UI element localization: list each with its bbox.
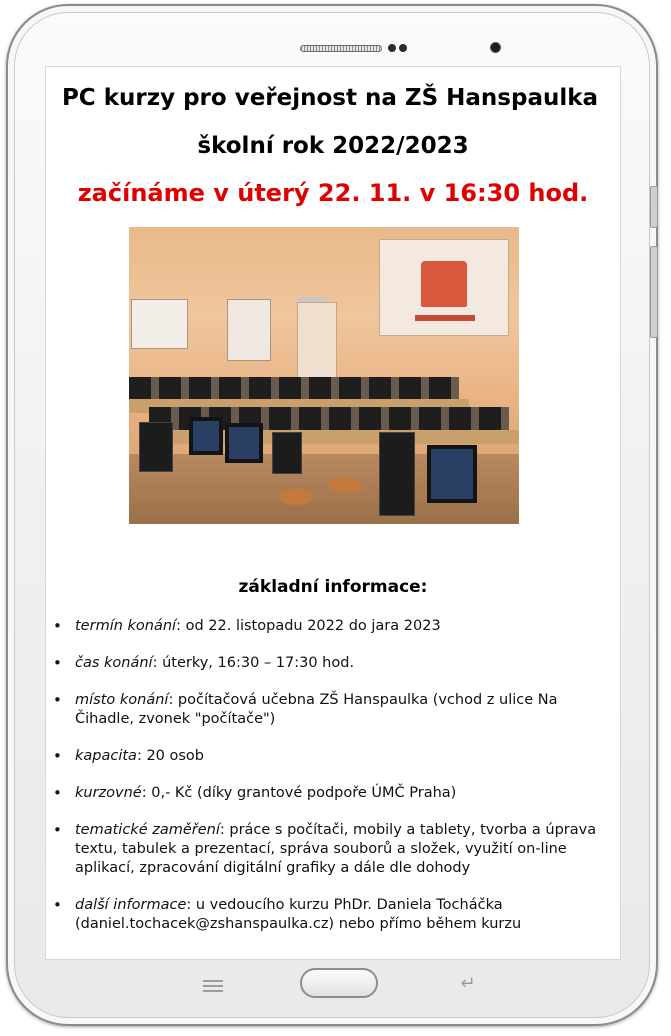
list-item: [51, 654, 621, 673]
monitor: [427, 445, 477, 503]
pc-tower: [139, 422, 173, 472]
classroom-photo: [129, 227, 519, 524]
monitor: [189, 417, 223, 455]
chair: [279, 489, 313, 505]
pc-tower: [272, 432, 302, 474]
chair: [329, 477, 363, 493]
info-label: čas konání: [75, 655, 153, 671]
info-label: kurzovné: [75, 785, 142, 801]
tablet-screen: [45, 66, 621, 960]
info-label: kapacita: [75, 748, 137, 764]
school-year-title: školní rok 2022/2023: [197, 133, 469, 159]
info-label: místo konání: [75, 692, 169, 708]
monitor: [225, 423, 263, 463]
info-label: tematické zaměření: [75, 822, 220, 838]
list-item: [51, 896, 621, 934]
front-camera: [490, 42, 501, 53]
pc-tower: [379, 432, 415, 516]
back-icon[interactable]: ↵: [460, 973, 476, 994]
volume-button[interactable]: [650, 186, 658, 228]
list-item: [51, 617, 621, 636]
speaker-grille: [300, 45, 382, 52]
info-heading: základní informace:: [238, 577, 428, 597]
info-list: [51, 617, 621, 952]
page-title: PC kurzy pro veřejnost na ZŠ Hanspaulka: [61, 85, 599, 111]
monitor-row: [129, 377, 459, 401]
info-text: : u vedoucího kurzu PhDr. Daniela Tocháčka (daniel.tochacek@zshanspaulka.cz) nebo přímo během kurzu: [75, 897, 522, 932]
wall-board: [227, 299, 271, 361]
home-button[interactable]: [300, 968, 378, 998]
info-text: : práce s počítači, mobily a tablety, tvorba a úprava textu, tabulek a prezentací, správa souborů a složek, využití on-line aplikací, zpracování digitální grafiky a dále dle dohody: [75, 822, 597, 876]
info-text: : úterky, 16:30 – 17:30 hod.: [152, 655, 355, 671]
list-item: [51, 747, 621, 766]
menu-icon[interactable]: [203, 980, 223, 992]
side-button[interactable]: [650, 246, 658, 338]
info-label: další informace: [75, 897, 187, 913]
list-item: [51, 821, 621, 878]
wall-board: [131, 299, 188, 349]
sensor-dot: [399, 44, 407, 52]
info-label: termín konání: [75, 618, 177, 634]
start-date-title: začínáme v úterý 22. 11. v 16:30 hod.: [77, 179, 589, 207]
sensor-dot: [388, 44, 396, 52]
list-item: [51, 691, 621, 729]
info-text: : počítačová učebna ZŠ Hanspaulka (vchod z ulice Na Čihadle, zvonek "počítače"): [75, 692, 558, 727]
list-item: [51, 784, 621, 803]
info-text: : od 22. listopadu 2022 do jara 2023: [176, 618, 441, 634]
info-text: : 0,- Kč (díky grantové podpoře ÚMČ Praha): [141, 785, 457, 801]
logo-text-strip: [415, 315, 475, 321]
info-text: : 20 osob: [136, 748, 205, 764]
school-logo-icon: [421, 261, 467, 307]
